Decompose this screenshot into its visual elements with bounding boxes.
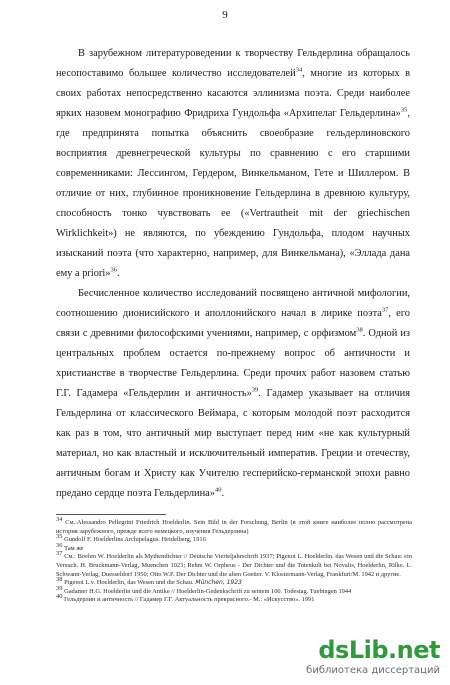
text-run: . xyxy=(116,268,120,279)
footnote-text: Гельдерлин и античность // Гадамер Г.Г. Актуальность прекрасного.- М.: «Искусство». 1991 xyxy=(62,596,315,604)
text-run: . Гадамер указывает на отличия Гельдерлина от классического Веймара, с которым молодой поэт расходится как раз в том, что античный мир выступает перед ним «не как культурный материал, но как властный и исключительный императив. Греции и отечеству, античным богам и Христу как Учителю гесперийско-германской эпохи равно предано сердце поэта Гельдерлина» xyxy=(56,388,410,499)
footnote-number: 37 xyxy=(56,550,63,558)
footnote-text: См.: Boehm W. Hoelderlin als Mythendichter // Deutsche Vierteljahrschrift 1937; Pigenot L. Hoelderlin. das Wesen und die Schau: ein Versuch. H. Bruckmann-Verlag, Muenchen 1923; Rehm W. Orpheus - Der Dichter und die Totenkult bei Novalis, Hoelderlin, Rilke. L. Schwann-Verlag, Duesseldorf 1950; Otto W.F. Der Dichter und die alten Goetter. V. Klostermann-Verlag, Frankfurt/M. 1942 и другие. xyxy=(56,553,412,578)
footnote xyxy=(56,533,412,545)
text-run: , его связи с древними философскими учениями, например, с орфизмом xyxy=(56,308,410,339)
watermark xyxy=(290,636,440,680)
footnote-text: Gundolf F. Hoelderlins Archipelagus. Heidelberg, 1916 xyxy=(62,536,206,544)
text-run: Бесчисленное количество исследований посвящено античной мифологии, соотношению дионисийского и аполлонийского начал в лирике поэта xyxy=(56,288,410,319)
text-run: , где предпринята попытка объяснить своеобразие гельдерлиновского восприятия древнегреческой культуры по сравнению с его старшими современниками: Лессингом, Гердером, Винкельманом, Гете и Шиллером. В отличие от них, глубинное проникновение Гельдерлина в древнюю культуру, способность тонко чувствовать ее («Vertrautheit mit der griechischen Wirklichkeit») не являются, по убеждению Гундольфа, плодом научных изысканий поэта (что характерно, например, для Винкельмана), «Эллада дана ему a priori» xyxy=(56,108,410,279)
footnote-number: 34 xyxy=(56,515,63,523)
footnote-text: Pigenot L.v. Hoelderlin, das Wesen und die Schau. xyxy=(62,579,194,587)
handwritten-note: München, 1923 xyxy=(193,579,242,587)
watermark-logo: dsLib.net xyxy=(318,636,440,664)
text-run: , многие из которых в своих работах непосредственно касаются эллинизма поэта. Среди наиболее ярких назовем монографию Фридриха Гундольфа «Архипелаг Гельдерлина» xyxy=(56,68,410,119)
footnote-number: 38 xyxy=(56,576,63,584)
text-run: . xyxy=(221,488,225,499)
footnote-text: Там же xyxy=(62,544,84,552)
footnote-number: 36 xyxy=(56,541,63,549)
body-text xyxy=(56,44,410,504)
footnote xyxy=(56,593,412,605)
footnote-ref: 37 xyxy=(381,306,389,314)
footnote-ref: 34 xyxy=(295,66,303,74)
footnote-number: 39 xyxy=(56,584,63,592)
footnote-text: См.:Alessandro Pellegrini Friedrich Hoelderlin. Sein Bild in der Forschung, Berlin (в этой книге наиболее полно рассмотрена история зарубежного, прежде всего немецкого, изучения Гельдерлина) xyxy=(56,519,412,535)
paragraph xyxy=(56,44,410,284)
text-run: В зарубежном литературоведении к творчеству Гельдерлина обращалось несопоставимо большее количество исследователей xyxy=(56,48,410,79)
footnote-ref: 35 xyxy=(400,106,408,114)
footnote-ref: 38 xyxy=(356,326,363,334)
footnote-ref: 40 xyxy=(215,486,222,494)
text-run: . Одной из центральных проблем остается по-прежнему вопрос об античности и христианстве в творчестве Гельдерлина. Среди прочих работ назовем статью Г.Г. Гадамера «Гельдерлин и античность» xyxy=(56,328,410,399)
footnotes xyxy=(56,515,412,605)
page-number: 9 xyxy=(222,9,228,21)
footnote-text: Gadamer H.G. Hoelderlin und die Antike // Hoelderlin-Gedenkschrift zu seinem 100. Todestag. Tuebingen 1944 xyxy=(62,587,352,595)
footnote-divider xyxy=(56,514,166,515)
footnote xyxy=(56,576,412,588)
paragraph xyxy=(56,284,410,504)
footnote xyxy=(56,550,412,579)
footnote-number: 35 xyxy=(56,533,63,541)
footnote-ref: 39 xyxy=(251,386,259,394)
footnote xyxy=(56,515,412,536)
footnote-number: 40 xyxy=(56,593,63,601)
watermark-subtitle: библиотека диссертаций xyxy=(306,665,440,676)
footnote-ref: 36 xyxy=(110,266,117,274)
